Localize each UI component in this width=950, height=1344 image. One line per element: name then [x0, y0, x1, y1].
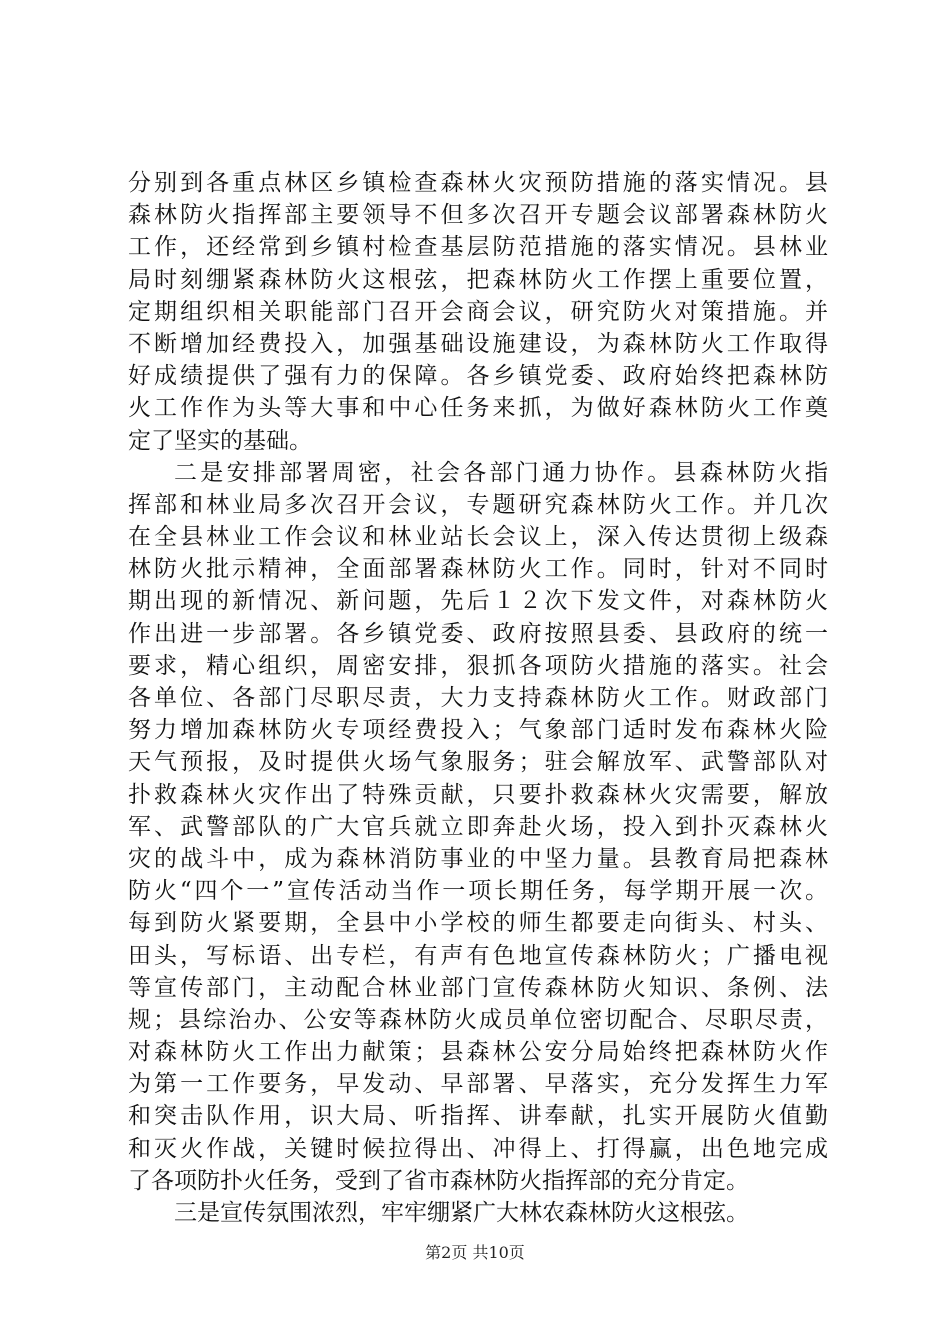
text-line: 火工作作为头等大事和中心任务来抓，为做好森林防火工作奠 — [128, 395, 828, 422]
text-line: 灾的战斗中，成为森林消防事业的中坚力量。县教育局把森林 — [128, 845, 828, 872]
text-line: 了各项防扑火任务，受到了省市森林防火指挥部的充分肯定。 — [128, 1167, 749, 1194]
text-line: 天气预报，及时提供火场气象服务；驻会解放军、武警部队对 — [128, 749, 828, 776]
text-line: 规；县综治办、公安等森林防火成员单位密切配合、尽职尽责， — [128, 1006, 828, 1033]
text-line: 定了坚实的基础。 — [128, 427, 312, 454]
text-line: 田头，写标语、出专栏，有声有色地宣传森林防火；广播电视 — [128, 942, 828, 969]
text-line: 期出现的新情况、新问题，先后１２次下发文件，对森林防火 — [128, 588, 828, 615]
text-line: 局时刻绷紧森林防火这根弦，把森林防火工作摆上重要位置， — [128, 266, 828, 293]
text-line: 对森林防火工作出力献策；县森林公安分局始终把森林防火作 — [128, 1039, 828, 1066]
text-line: 三是宣传氛围浓烈，牢牢绷紧广大林农森林防火这根弦。 — [174, 1200, 749, 1226]
text-line: 林防火批示精神，全面部署森林防火工作。同时，针对不同时 — [128, 556, 828, 583]
text-line: 为第一工作要务，早发动、早部署、早落实，充分发挥生力军 — [128, 1071, 828, 1098]
text-line: 作出进一步部署。各乡镇党委、政府按照县委、县政府的统一 — [128, 620, 828, 647]
text-line: 要求，精心组织，周密安排，狠抓各项防火措施的落实。社会 — [128, 652, 828, 679]
text-line: 努力增加森林防火专项经费投入；气象部门适时发布森林火险 — [128, 717, 828, 744]
text-line: 好成绩提供了强有力的保障。各乡镇党委、政府始终把森林防 — [128, 363, 828, 390]
text-line: 在全县林业工作会议和林业站长会议上，深入传达贯彻上级森 — [128, 524, 828, 551]
page-footer: 第2页 共10页 — [425, 1243, 525, 1262]
text-line: 军、武警部队的广大官兵就立即奔赴火场，投入到扑灭森林火 — [128, 813, 828, 840]
document-body — [128, 167, 828, 1229]
text-line: 分别到各重点林区乡镇检查森林火灾预防措施的落实情况。县 — [128, 170, 828, 196]
text-line: 不断增加经费投入，加强基础设施建设，为森林防火工作取得 — [128, 330, 828, 357]
text-line: 定期组织相关职能部门召开会商会议，研究防火对策措施。并 — [128, 298, 828, 325]
text-line: 森林防火指挥部主要领导不但多次召开专题会议部署森林防火 — [128, 202, 828, 229]
text-line: 工作，还经常到乡镇村检查基层防范措施的落实情况。县林业 — [128, 234, 828, 261]
text-line: 和突击队作用，识大局、听指挥、讲奉献，扎实开展防火值勤 — [128, 1103, 828, 1130]
text-line: 和灭火作战，关键时候拉得出、冲得上、打得赢，出色地完成 — [128, 1135, 828, 1162]
text-line: 防火“四个一”宣传活动当作一项长期任务，每学期开展一次。 — [128, 878, 828, 905]
text-line: 挥部和林业局多次召开会议，专题研究森林防火工作。并几次 — [128, 491, 828, 518]
text-line: 二是安排部署周密，社会各部门通力协作。县森林防火指 — [174, 459, 828, 486]
text-line: 每到防火紧要期，全县中小学校的师生都要走向街头、村头、 — [128, 910, 828, 937]
text-line: 扑救森林火灾作出了特殊贡献，只要扑救森林火灾需要，解放 — [128, 781, 828, 808]
text-line: 等宣传部门，主动配合林业部门宣传森林防火知识、条例、法 — [128, 974, 828, 1001]
text-line: 各单位、各部门尽职尽责，大力支持森林防火工作。财政部门 — [128, 685, 828, 711]
